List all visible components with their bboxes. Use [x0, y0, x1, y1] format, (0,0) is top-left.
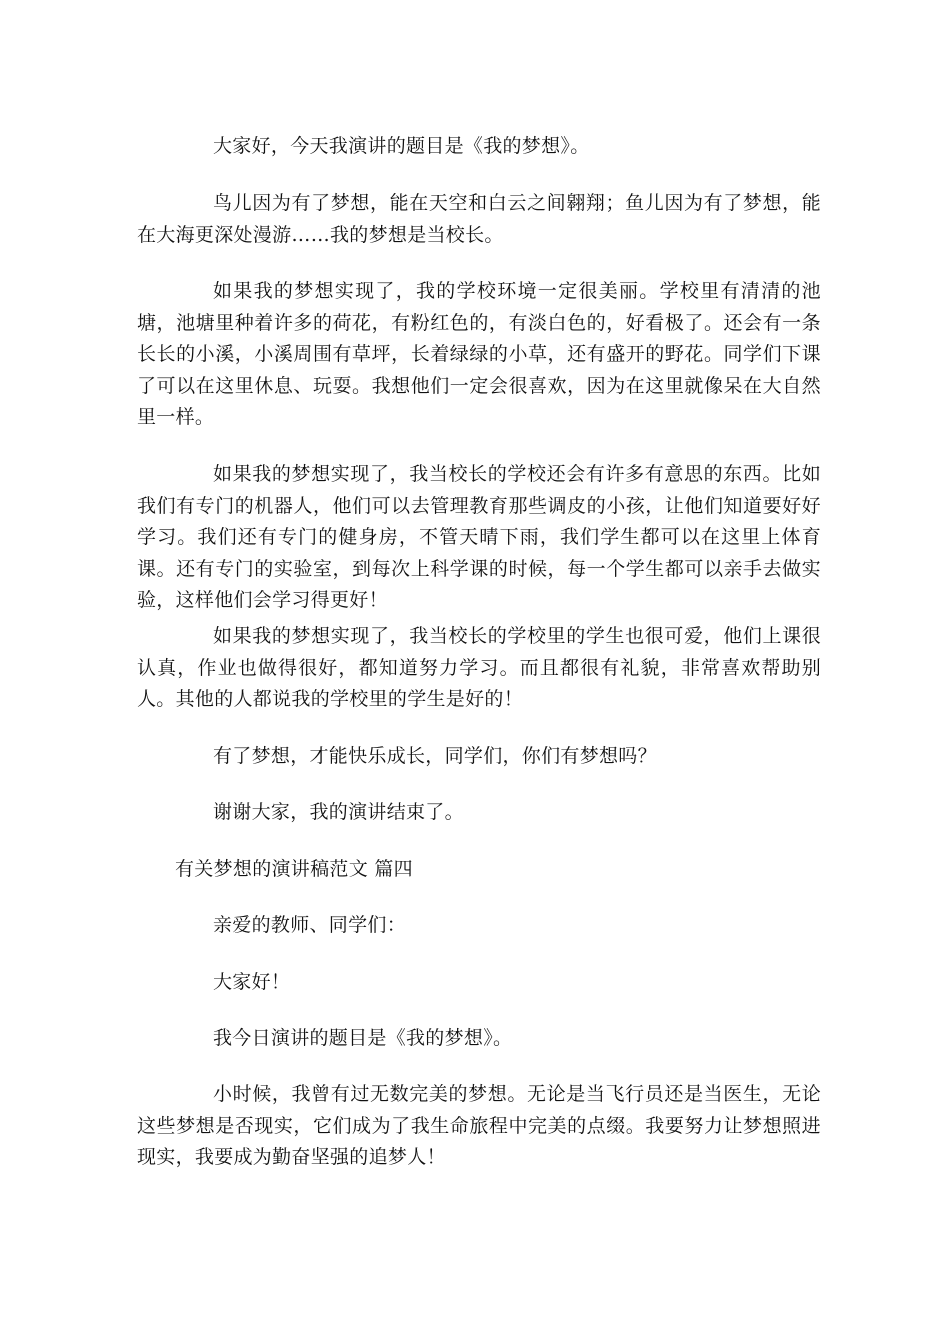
paragraph-lovely-students: 如果我的梦想实现了，我当校长的学校里的学生也很可爱，他们上课很认真，作业也做得很好，都知道努力学习。而且都很有礼貌，非常喜欢帮助别人。其他的人都说我的学校里的学生是好的！ [137, 625, 821, 710]
paragraph-interesting-things: 如果我的梦想实现了，我当校长的学校还会有许多有意思的东西。比如我们有专门的机器人，他们可以去管理教育那些调皮的小孩，让他们知道要好好学习。我们还有专门的健身房，不管天晴下雨，我们学生都可以在这里上体育课。还有专门的实验室，到每次上科学课的时候，每一个学生都可以亲手去做实验，这样他们会学习得更好！ [137, 463, 821, 611]
paragraph-topic: 我今日演讲的题目是《我的梦想》。 [213, 1027, 513, 1049]
paragraph-thanks: 谢谢大家，我的演讲结束了。 [213, 801, 464, 823]
paragraph-salutation: 亲爱的教师、同学们： [213, 914, 407, 936]
paragraph-question: 有了梦想，才能快乐成长，同学们，你们有梦想吗？ [213, 745, 657, 767]
section-heading: 有关梦想的演讲稿范文 篇四 [175, 858, 413, 880]
paragraph-childhood-dreams: 小时候，我曾有过无数完美的梦想。无论是当飞行员还是当医生，无论这些梦想是否现实，它们成为了我生命旅程中完美的点缀。我要努力让梦想照进现实，我要成为勤奋坚强的追梦人！ [137, 1083, 821, 1168]
paragraph-hello: 大家好！ [213, 971, 291, 993]
paragraph-greeting: 大家好，今天我演讲的题目是《我的梦想》。 [213, 135, 590, 157]
paragraph-birds-fish: 鸟儿因为有了梦想，能在天空和白云之间翱翔；鱼儿因为有了梦想，能在大海更深处漫游……我的梦想是当校长。 [137, 192, 821, 246]
paragraph-school-environment: 如果我的梦想实现了，我的学校环境一定很美丽。学校里有清清的池塘，池塘里种着许多的荷花，有粉红色的，有淡白色的，好看极了。还会有一条长长的小溪，小溪周围有草坪，长着绿绿的小草，还有盛开的野花。同学们下课了可以在这里休息、玩耍。我想他们一定会很喜欢，因为在这里就像呆在大自然里一样。 [137, 280, 821, 428]
